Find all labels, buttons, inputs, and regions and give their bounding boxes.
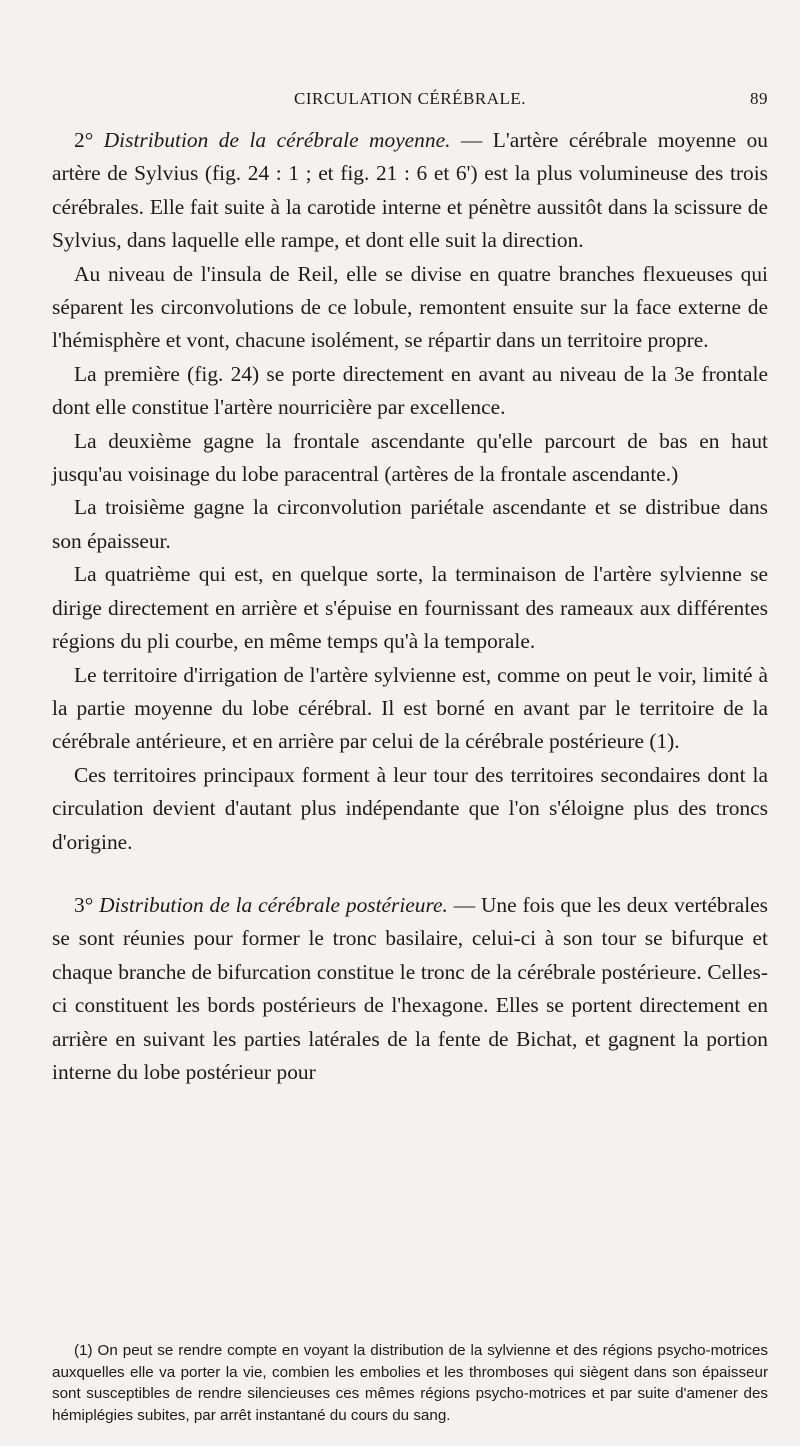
footnote xyxy=(52,1340,768,1426)
paragraph-quatrieme: La quatrième qui est, en quelque sorte, la terminaison de l'artère sylvienne se dirige directement en arrière et s'épuise en fournissant des rameaux aux différentes régions du pli courbe, en même temps qu'à la temporale. xyxy=(52,562,768,654)
paragraph-insula: Au niveau de l'insula de Reil, elle se divise en quatre branches flexueuses qui séparent les circonvolutions de ce lobule, remontent ensuite sur la face externe de l'hémisphère et vont, chacune isolément, se répartir dans un territoire propre. xyxy=(52,261,768,353)
section-2-paragraph xyxy=(52,124,768,258)
body-text xyxy=(52,124,768,1089)
paragraph-territoires-principaux: Ces territoires principaux forment à leur tour des territoires secondaires dont la circulation devient d'autant plus indépendante que l'on s'éloigne plus des troncs d'origine. xyxy=(52,762,768,854)
section-3-paragraph xyxy=(52,889,768,1089)
section-2-intro: — L'artère cérébrale moyenne ou artère de Sylvius (fig. 24 : 1 ; et fig. 21 : 6 et 6') est la plus volumineuse des trois cérébrales. Elle fait suite à la carotide interne et pénètre aussitôt dans la scissure de Sylvius, dans laquelle elle rampe, et dont elle suit la direction. xyxy=(52,128,768,253)
running-head xyxy=(52,89,768,115)
section-3-heading: Distribution de la cérébrale postérieure. xyxy=(99,892,448,917)
footnote-text: (1) On peut se rendre compte en voyant la distribution de la sylvienne et des régions psycho-motrices auxquelles elle va porter la vie, combien les embolies et les thromboses qui siègent dans son épaisseur sont susceptibles de rendre silencieuses ces mêmes régions psycho-motrices et par suite d'amener des hémiplégies subites, par arrêt instantané du cours du sang. xyxy=(52,1342,768,1424)
section-3-intro: — Une fois que les deux vertébrales se sont réunies pour former le tronc basilaire, celui-ci à son tour se bifurque et chaque branche de bifurcation constitue le tronc de la cérébrale postérieure. Celles-ci constituent les bords postérieurs de l'hexagone. Elles se portent directement en arrière en suivant les parties latérales de la fente de Bichat, et gagnent la portion interne du lobe postérieur pour xyxy=(52,892,768,1084)
section-2-heading: Distribution de la cérébrale moyenne. xyxy=(103,128,451,152)
paragraph-troisieme: La troisième gagne la circonvolution pariétale ascendante et se distribue dans son épaisseur. xyxy=(52,495,768,553)
section-2-marker: 2° xyxy=(74,128,104,152)
paragraph-deuxieme: La deuxième gagne la frontale ascendante qu'elle parcourt de bas en haut jusqu'au voisinage du lobe paracentral (artères de la frontale ascendante.) xyxy=(52,428,768,487)
page-number: 89 xyxy=(750,89,768,108)
section-3-marker: 3° xyxy=(74,892,100,917)
running-title: CIRCULATION CÉRÉBRALE. xyxy=(294,89,526,108)
paragraph-territoire: Le territoire d'irrigation de l'artère sylvienne est, comme on peut le voir, limité à la partie moyenne du lobe cérébral. Il est borné en avant par le territoire de la cérébrale antérieure, et en arrière par celui de la cérébrale postérieure (1). xyxy=(52,662,768,754)
paragraph-premiere: La première (fig. 24) se porte directement en avant au niveau de la 3e frontale dont elle constitue l'artère nourricière par excellence. xyxy=(52,361,768,420)
